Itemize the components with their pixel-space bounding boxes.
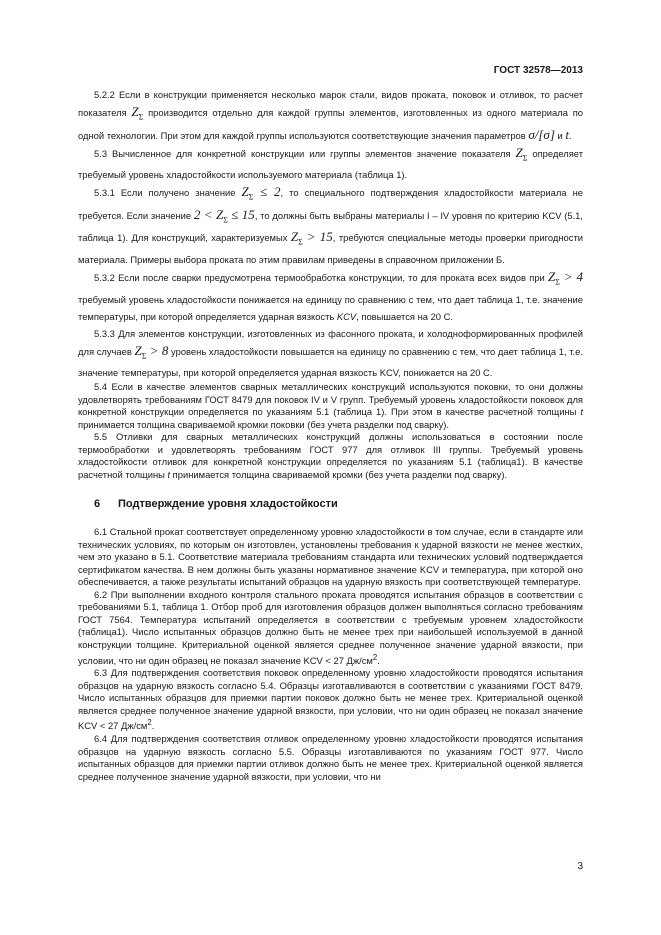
paragraph-6-1: 6.1 Стальной прокат соответствует определенному уровню хладостойкости в том случае, если в стандарте или технических условиях, по которым он изготовлен, установлены требования к ударной вязкости не менее жестких, чем это указано в 5.1. Соответствие материала требованиям стандарта или технических условий подтверждается сертификатом качества. В нем должны быть указаны нормативное значение KCV и температура, при которой оно обеспечивается, а также результаты испытаний образцов на ударную вязкость при соответствующей температуре. bbox=[78, 526, 583, 588]
formula-2-lt-z-le-15: $2 < Z_\Sigma \le 15$ bbox=[193, 206, 255, 225]
formula-sigma-ratio: σ/[σ] bbox=[528, 126, 555, 142]
paragraph-5-3-3: 5.3.3 Для элементов конструкции, изготовленных из фасонного проката, и холодноформированных профилей для случаев $Z_\Sigma > 8$ уровень хладостойкости повышается на единицу по сравнению с тем, что дает таблица 1, т.е. значение температуры, при которой определяется ударная вязкость KCV, понижается на 20 С. bbox=[78, 327, 583, 379]
paragraph-5-3-2: 5.3.2 Если после сварки предусмотрена термообработка конструкции, то для проката всех видов при $Z_\Sigma > 4$ требуемый уровень хладостойкости понижается на единицу по сравнению с тем, что дает таблица 1, т.е. значение температуры, при которой определяется ударная вязкость KCV, повышается на 20 С. bbox=[78, 268, 583, 322]
paragraph-5-2-2: 5.2.2 Если в конструкции применяется несколько марок стали, видов проката, поковок и отливок, то расчет показателя $Z_\Sigma$ производится отдельно для каждой группы элементов, изготовленных из одного материала по одной технологии. При этом для каждой группы используются соответствующие значения параметров σ/[σ] и t. bbox=[78, 89, 583, 142]
formula-z-gt-8: $Z_\Sigma > 8$ bbox=[134, 342, 169, 361]
formula-z-sigma: $Z_\Sigma$ bbox=[515, 144, 528, 163]
formula-z-gt-4: $Z_\Sigma > 4$ bbox=[548, 268, 583, 287]
formula-t: t bbox=[565, 126, 569, 142]
document-body bbox=[78, 86, 583, 783]
paragraph-5-4: 5.4 Если в качестве элементов сварных металлических конструкций используются поковки, то они должны удовлетворять требованиям ГОСТ 8479 для поковок IV и V групп. Требуемый уровень хладостойкости поковок для конкретной конструкции определяется по указаниям 5.1 (таблица 1). При этом в качестве расчетной толщины t принимается толщина свариваемой кромки поковки (без учета разделки под сварку). bbox=[78, 381, 583, 430]
formula-z-gt-15: $Z_\Sigma > 15$ bbox=[290, 229, 333, 247]
section-6-heading: 6 Подтверждение уровня хладостойкости bbox=[94, 497, 338, 510]
paragraph-6-4: 6.4 Для подтверждения соответствия отливок определенному уровню хладостойкости проводятся испытания образцов на ударную вязкость согласно 5.5. Образцы изготавливаются по указаниям ГОСТ 977. Число испытанных образцов для приемки партии отливок должно быть не менее трех. Критериальной оценкой является среднее полученное значение ударной вязкости, при условии, что ни bbox=[78, 733, 583, 782]
document-header: ГОСТ 32578—2013 bbox=[493, 65, 583, 76]
paragraph-5-3: 5.3 Вычисленное для конкретной конструкции или группы элементов значение показателя $Z_\Sigma$ определяет требуемый уровень хладостойкости используемого материала (таблица 1). bbox=[78, 144, 583, 181]
paragraph-5-3-1: 5.3.1 Если получено значение $Z_\Sigma \le 2$, то специального подтверждения хладостойкости материала не требуется. Если значение $2 < Z_\Sigma \le 15$, то должны быть выбраны материалы I – IV уровня по критерию KCV (5.1, таблица 1). Для конструкций, характеризуемых $Z_\Sigma > 15$, требуются специальные методы проверки пригодности материала. Примеры выбора проката по этим правилам приведены в справочном приложении Б. bbox=[78, 184, 583, 265]
formula-z-le-2: $Z_\Sigma \le 2$ bbox=[241, 184, 281, 202]
paragraph-6-2: 6.2 При выполнении входного контроля стального проката проводятся испытания образцов в соответствии с требованиями 5.1, таблица 1. Отбор проб для изготовления образцов должен выполняться согласно требованиям ГОСТ 7564. Температура испытаний определяется в соответствии с требуемым уровнем хладостойкости (таблица1). Число испытанных образцов должно быть не менее трех при наибольшей используемой в данной конструкции толщине. Критериальной оценкой является среднее полученное значение ударной вязкости, при условии, что ни один образец не показал значение KCV < 27 $Дж/см^2$. bbox=[78, 588, 583, 666]
paragraph-6-3: 6.3 Для подтверждения соответствия поковок определенному уровню хладостойкости проводятся испытания образцов на ударную вязкость согласно 5.4. Образцы изготавливаются в соответствии с указаниями ГОСТ 8479. Число испытанных образцов для приемки партии поковок должно быть не менее трех. Критериальной оценкой является среднее полученное значение ударной вязкости, при условии, что ни один образец не показал значение KCV < 27 $Дж/см^2$. bbox=[78, 667, 583, 732]
formula-z-sigma: $Z_\Sigma$ bbox=[131, 104, 144, 122]
page-number: 3 bbox=[577, 861, 583, 872]
paragraph-5-5: 5.5 Отливки для сварных металлических конструкций должны использоваться в состоянии после термообработки и удовлетворять требованиям ГОСТ 977 для отливок III группы. Требуемый уровень хладостойкости отливок для конкретной конструкции определяется по указаниям 5.1 (таблица1). В качестве расчетной толщины t принимается толщина свариваемой кромки (без учета разделки под сварку). bbox=[78, 431, 583, 480]
